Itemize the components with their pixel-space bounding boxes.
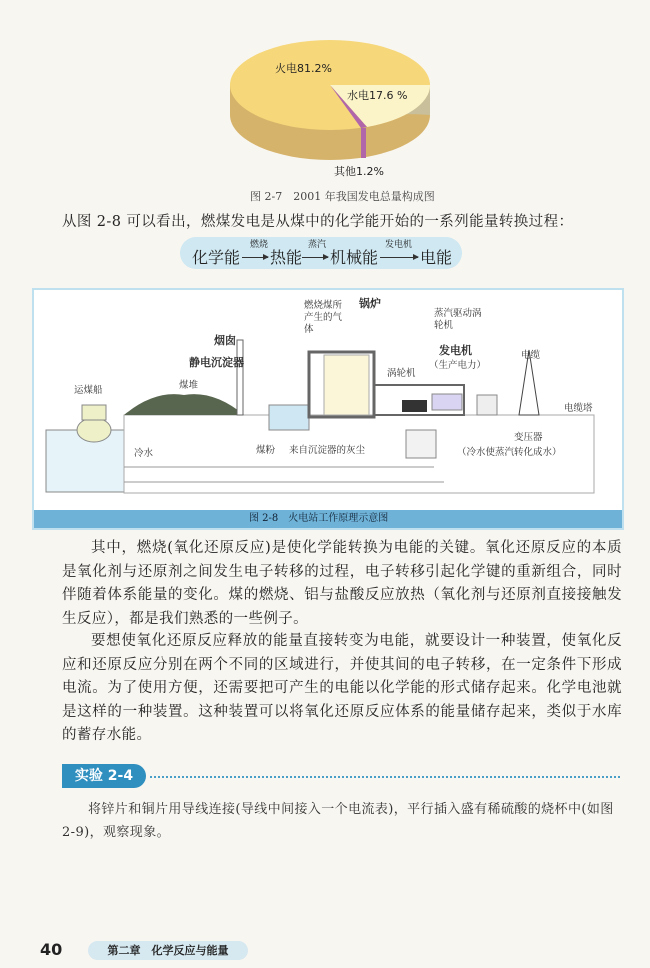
flow-arrow-label: 蒸汽 [308, 240, 327, 250]
figure-2-7-caption: 图 2-7 2001 年我国发电总量构成图 [250, 190, 435, 203]
arrow-icon [242, 257, 268, 258]
label-other: 其他1.2% [334, 165, 384, 178]
flow-step: 电能 [420, 248, 453, 267]
label-chimney: 烟囱 [214, 334, 236, 347]
intro-text: 从图 2-8 可以看出，燃煤发电是从煤中的化学能开始的一系列能量转换过程： [62, 214, 574, 230]
label-coal-pile: 煤堆 [179, 380, 199, 391]
label-dust: 来自沉淀器的灰尘 [289, 445, 366, 456]
flow-arrow-label: 发电机 [385, 240, 413, 250]
energy-flow [180, 237, 462, 269]
paragraph: 要想使氧化还原反应释放的能量直接转变为电能，就要设计一种装置，使氧化反应和还原反应分别在两个不同的区域进行，并使其间的电子转移，在一定条件下形成电流。为了使用方便，还需要把可产生的电能以化学能的形式储存起来。化学电池就是这样的一种装置。这种装置可以将氧化还原反应体系的能量储存起来，类似于水库的蓄存水能。 [62, 633, 622, 743]
label-tower: 电缆塔 [564, 403, 593, 414]
label-generator: 发电机 [439, 344, 472, 357]
label-thermal: 火电81.2% [275, 62, 332, 75]
label-coal-powder: 煤粉 [256, 445, 276, 456]
label-hydro: 水电17.6 % [347, 89, 408, 102]
page-number: 40 [40, 940, 63, 959]
chapter-title: 第二章 化学反应与能量 [88, 941, 248, 960]
dotted-divider [150, 776, 620, 778]
figure-2-8 [32, 288, 624, 530]
label-boiler: 锅炉 [359, 297, 381, 310]
label-steam-turbine: 蒸汽驱动涡轮机 [434, 308, 482, 331]
pie-chart [225, 30, 440, 170]
experiment-heading: 实验 2-4 [62, 764, 146, 788]
flow-step: 化学能 [192, 248, 241, 267]
label-transformer: 变压器 [514, 432, 543, 443]
figure-2-8-caption: 图 2-8 火电站工作原理示意图 [34, 510, 622, 528]
paragraph: 其中，燃烧(氧化还原反应)是使化学能转换为电能的关键。氧化还原反应的本质是氧化剂与还原剂之间发生电子转移的过程，电子转移引起化学键的重新组合，同时伴随着体系能量的变化。煤的燃烧、铝与盐酸反应放热（氧化剂与还原剂直接接触发生反应），都是我们熟悉的一些例子。 [62, 540, 622, 627]
label-condense: （冷水使蒸汽转化成水） [457, 447, 562, 458]
experiment-text: 将锌片和铜片用导线连接(导线中间接入一个电流表)，平行插入盛有稀硫酸的烧杯中(如图 2-9)，观察现象。 [62, 802, 614, 840]
label-cold-water: 冷水 [134, 448, 154, 459]
flow-step: 热能 [270, 248, 303, 267]
flow-step: 机械能 [330, 248, 379, 267]
label-precipitator: 静电沉淀器 [189, 356, 244, 369]
flow-arrow-label: 燃烧 [250, 240, 269, 250]
arrow-icon [302, 257, 328, 258]
label-generator-sub: （生产电力） [429, 360, 487, 371]
label-ship: 运煤船 [74, 385, 103, 396]
label-cable: 电缆 [521, 350, 541, 361]
label-turbine: 涡轮机 [387, 368, 416, 379]
label-gas: 燃烧煤所产生的气体 [304, 300, 343, 335]
arrow-icon [380, 257, 418, 258]
pie-other-side [361, 128, 366, 158]
